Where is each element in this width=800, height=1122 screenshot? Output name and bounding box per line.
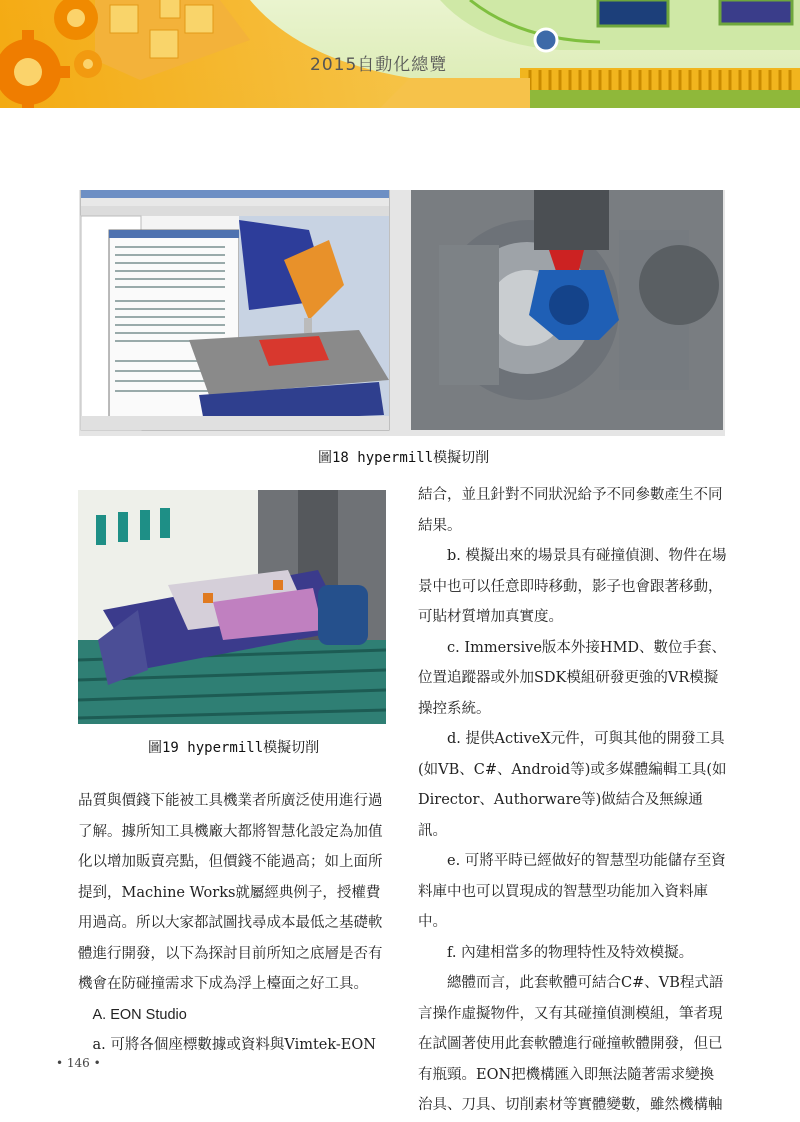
- cutting-render: [411, 190, 723, 430]
- list-item-b: b. 模擬出來的場景具有碰撞偵測、物件在場景中也可以任意即時移動，影子也會跟著移動，可貼材質增加真實度。: [418, 548, 727, 625]
- list-item-f: f. 內建相當多的物理特性及特效模擬。: [447, 944, 694, 961]
- figure-19-image: [78, 490, 386, 724]
- page-header: [0, 0, 800, 108]
- summary-paragraph: 總體而言，此套軟體可結合C#、VB程式語言操作虛擬物件，又有其碰撞偵測模組，筆者現在試圖著使用此套軟體進行碰撞軟體開發，但已有瓶頸。EON把機構匯入即無法隨著需求變換治具、刀具、切削素材等實體變數，雖然機構軸: [418, 975, 724, 1113]
- list-item-a: a. 可將各個座標數據或資料與Vimtek-EON: [92, 1037, 376, 1053]
- header-title: 2015自動化總覽: [310, 55, 448, 75]
- hypermill-screenshot: [81, 190, 389, 430]
- list-item-c: c. Immersive版本外接HMD、數位手套、位置追蹤器或外加SDK模組研發更強的VR模擬操控系統。: [418, 639, 727, 717]
- gear-icon: [74, 50, 102, 78]
- figure-18: [79, 190, 725, 436]
- list-item-a-continued: 結合，並且針對不同狀況給予不同參數產生不同結果。: [418, 487, 723, 534]
- figure-18-caption: 圖18 hypermill模擬切削: [318, 450, 490, 466]
- body-paragraph: 品質與價錢下能被工具機業者所廣泛使用進行過了解。據所知工具機廠大都將智慧化設定為加值化以增加販賣亮點，但價錢不能過高；如上面所提到，Machine Works就屬經典例子，授權費用過高。所以大家都試圖找尋成本最低之基礎軟體進行開發，以下為探討目前所知之底層是否有機會在防碰撞需求下成為浮上檯面之好工具。: [78, 793, 383, 992]
- list-item-d: d. 提供ActiveX元件，可與其他的開發工具(如VB、C#、Android等)或多媒體編輯工具(如Director、Authorware等)做結合及無線通訊。: [418, 731, 727, 839]
- figure-19: [78, 490, 386, 724]
- right-text-column: [418, 480, 728, 1121]
- section-heading-eon-studio: A. EON Studio: [92, 1006, 187, 1023]
- left-text-column: [78, 786, 388, 1061]
- figure-18-images: [79, 190, 725, 436]
- figure-19-caption: 圖19 hypermill模擬切削: [148, 740, 320, 756]
- list-item-e: e. 可將平時已經做好的智慧型功能儲存至資料庫中也可以買現成的智慧型功能加入資料庫中。: [418, 853, 726, 930]
- chip-icon: [598, 0, 668, 26]
- chip-icon: [720, 0, 792, 24]
- page-number: • 146 •: [56, 1056, 101, 1070]
